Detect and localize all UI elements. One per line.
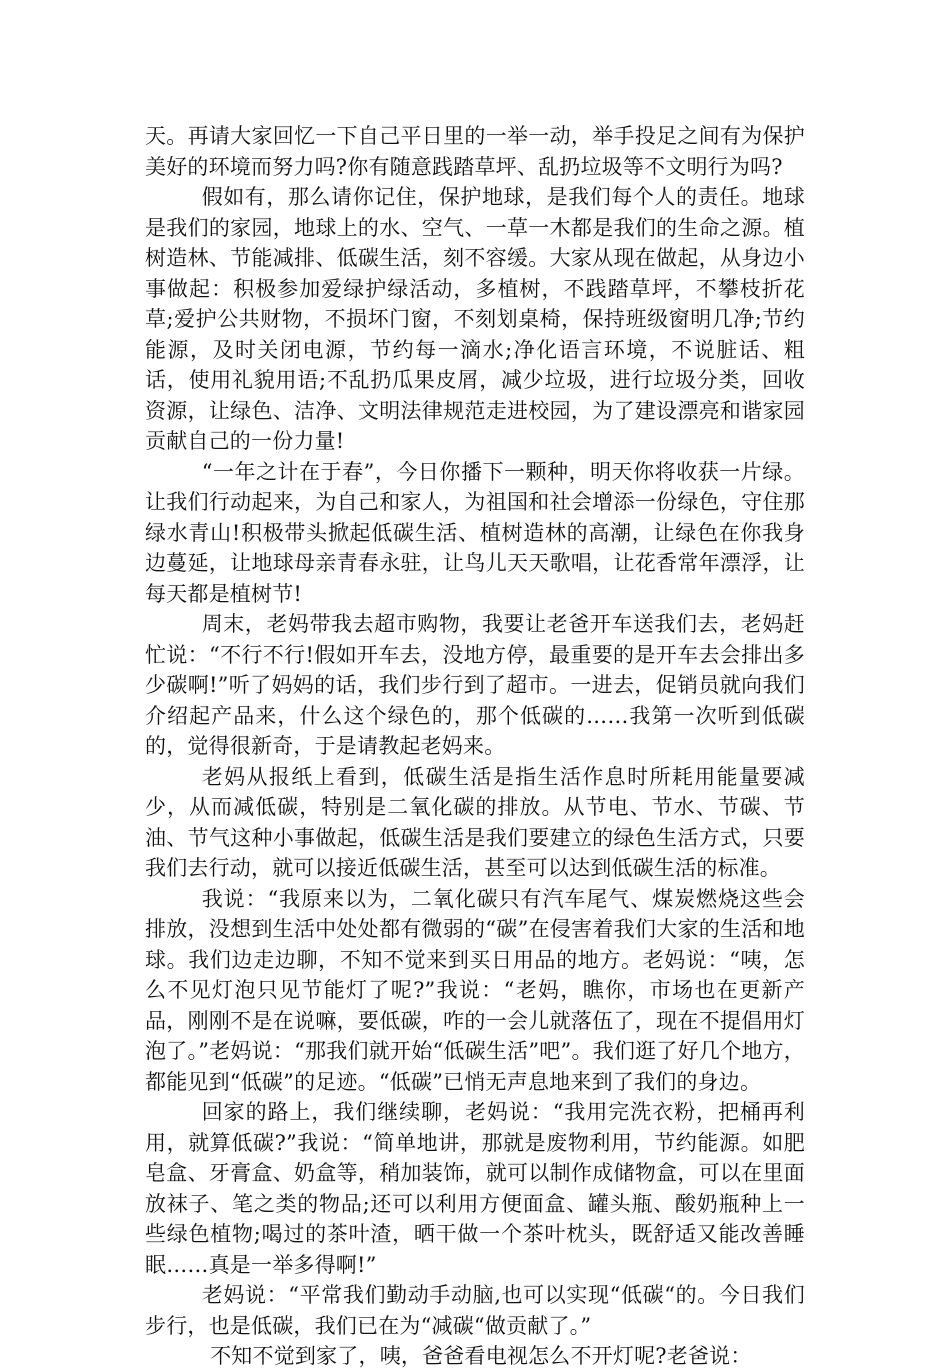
- paragraph-1: 天。再请大家回忆一下自己平日里的一举一动，举手投足之间有为保护美好的环境而努力吗?你有随意践踏草坪、乱扔垃圾等不文明行为吗?: [145, 124, 805, 179]
- paragraph-7: 回家的路上，我们继续聊，老妈说：“我用完洗衣粉，把桶再利用，就算低碳?”我说：“简单地讲，那就是废物利用，节约能源。如肥皂盒、牙膏盒、奶盒等，稍加装饰，就可以制作成储物盒，可以在里面放袜子、笔之类的物品;还可以利用方便面盒、罐头瓶、酸奶瓶种上一些绿色植物;喝过的茶叶渣，晒干做一个茶叶枕头，既舒适又能改善睡眠……真是一举多得啊!”: [145, 1100, 805, 1277]
- paragraph-4: 周末，老妈带我去超市购物，我要让老爸开车送我们去，老妈赶忙说：“不行不行!假如开车去，没地方停，最重要的是开车去会排出多少碳啊!”听了妈妈的话，我们步行到了超市。一进去，促销员就向我们介绍起产品来，什么这个绿色的，那个低碳的……我第一次听到低碳的，觉得很新奇，于是请教起老妈来。: [145, 612, 805, 758]
- paragraph-5: 老妈从报纸上看到，低碳生活是指生活作息时所耗用能量要减少，从而减低碳，特别是二氧化碳的排放。从节电、节水、节碳、节油、节气这种小事做起，低碳生活是我们要建立的绿色生活方式，只要我们去行动，就可以接近低碳生活，甚至可以达到低碳生活的标准。: [145, 764, 805, 880]
- document-body: [145, 121, 805, 1372]
- paragraph-3: “一年之计在于春”，今日你播下一颗种，明天你将收获一片绿。让我们行动起来，为自己和家人，为祖国和社会增添一份绿色，守住那绿水青山!积极带头掀起低碳生活、植树造林的高潮，让绿色在你我身边蔓延，让地球母亲青春永驻，让鸟儿天天歌唱，让花香常年漂浮，让每天都是植树节!: [145, 459, 805, 606]
- paragraph-6: 我说：“我原来以为，二氧化碳只有汽车尾气、煤炭燃烧这些会排放，没想到生活中处处都有微弱的“碳”在侵害着我们大家的生活和地球。我们边走边聊，不知不觉来到买日用品的地方。老妈说：“咦，怎么不见灯泡只见节能灯了呢?”我说：“老妈，瞧你，市场也在更新产品，刚刚不是在说嘛，要低碳，咋的一会儿就落伍了，现在不提倡用灯泡了。”老妈说：“那我们就开始“低碳生活”吧”。我们逛了好几个地方，都能见到“低碳”的足迹。“低碳”已悄无声息地来到了我们的身边。: [145, 886, 805, 1094]
- paragraph-9: 不知不觉到家了，咦，爸爸看电视怎么不开灯呢?老爸说：: [210, 1344, 752, 1368]
- paragraph-2: 假如有，那么请你记住，保护地球，是我们每个人的责任。地球是我们的家园，地球上的水、空气、一草一木都是我们的生命之源。植树造林、节能减排、低碳生活，刻不容缓。大家从现在做起，从身边小事做起：积极参加爱绿护绿活动，多植树，不践踏草坪，不攀枝折花草;爱护公共财物，不损坏门窗，不刻划桌椅，保持班级窗明几净;节约能源，及时关闭电源，节约每一滴水;净化语言环境，不说脏话、粗话，使用礼貌用语;不乱扔瓜果皮屑，减少垃圾，进行垃圾分类，回收资源，让绿色、洁净、文明法律规范走进校园，为了建设漂亮和谐家园贡献自己的一份力量!: [145, 185, 805, 453]
- paragraph-8: 老妈说：“平常我们勤动手动脑,也可以实现“低碳“的。今日我们步行，也是低碳，我们已在为“减碳“做贡献了。”: [145, 1283, 805, 1338]
